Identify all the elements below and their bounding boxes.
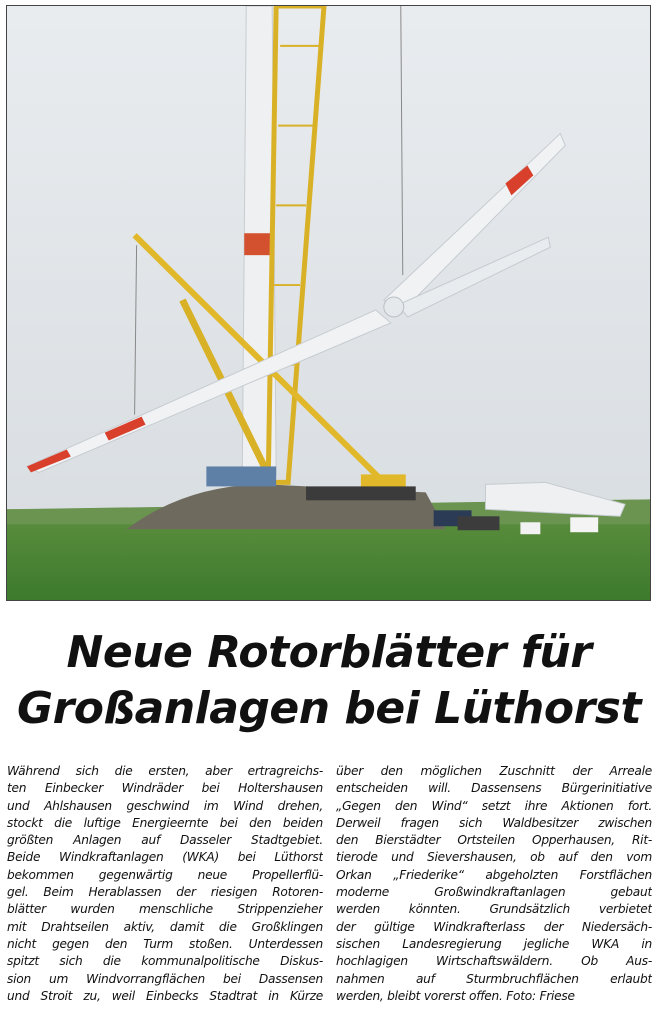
- body-line: sischen Landesregierung jegliche WKA in: [336, 936, 652, 951]
- article-headline: [0, 625, 658, 737]
- body-line: Derweil fragen sich Waldbesitzer zwischen: [336, 815, 652, 830]
- article-photo: [6, 5, 651, 601]
- headline-line: Großanlagen bei Lüthorst: [16, 683, 642, 734]
- body-line: und Stroit zu, weil Einbecks Stadtrat in Kürze: [7, 988, 323, 1003]
- body-line: werden könnten. Grundsätzlich verbietet: [336, 902, 652, 917]
- headline-line: Neue Rotorblätter für: [66, 627, 592, 678]
- body-line: stockt die luftige Energieernte bei den beiden: [7, 815, 323, 830]
- wind-turbine-photo: [7, 6, 650, 600]
- body-line: nicht gegen den Turm stoßen. Unterdessen: [7, 936, 323, 951]
- body-line: Beide Windkraftanlagen (WKA) bei Lüthorst: [7, 850, 323, 865]
- body-line: gel. Beim Herablassen der riesigen Rotoren-: [7, 885, 323, 900]
- body-line: bekommen gegenwärtig neue Propellerflü-: [7, 867, 323, 882]
- body-line: mit Drahtseilen aktiv, damit die Großklingen: [7, 919, 323, 934]
- body-line: ten Einbecker Windräder bei Holtershausen: [7, 781, 323, 796]
- body-line: den Bierstädter Ortsteilen Opperhausen, Rit-: [336, 833, 652, 848]
- body-line: Während sich die ersten, aber ertragreichs-: [7, 764, 323, 778]
- body-line: sion um Windvorrangflächen bei Dassensen: [7, 971, 323, 986]
- body-line: tierode und Sievershausen, ob auf den vom: [336, 850, 652, 865]
- body-line: „Gegen den Wind“ setzt ihre Aktionen fort.: [336, 798, 652, 813]
- article-body: [7, 763, 652, 1013]
- body-line: hochlagigen Wirtschaftswäldern. Ob Aus-: [336, 954, 652, 969]
- article-column-left: [7, 763, 323, 1005]
- body-line: moderne Großwindkraftanlagen gebaut: [336, 885, 652, 900]
- body-line: blätter wurden menschliche Strippenzieher: [7, 902, 323, 917]
- body-line: Orkan „Friederike“ abgeholzten Forstflächen: [336, 867, 652, 882]
- body-line: nahmen auf Sturmbruchflächen erlaubt: [336, 971, 652, 986]
- body-line: größten Anlagen auf Dasseler Stadtgebiet.: [7, 833, 323, 848]
- body-line: werden, bleibt vorerst offen. Foto: Friese: [336, 988, 575, 1003]
- body-line: und Ahlshausen geschwind im Wind drehen,: [7, 798, 323, 813]
- body-line: der gültige Windkrafterlass der Niedersäch-: [336, 919, 652, 934]
- body-line: spitzt sich die kommunalpolitische Diskus-: [7, 954, 323, 969]
- article-column-right: [336, 763, 652, 1005]
- body-line: über den möglichen Zuschnitt der Arreale: [336, 764, 652, 778]
- body-line: entscheiden will. Dassensens Bürgerinitiative: [336, 781, 652, 796]
